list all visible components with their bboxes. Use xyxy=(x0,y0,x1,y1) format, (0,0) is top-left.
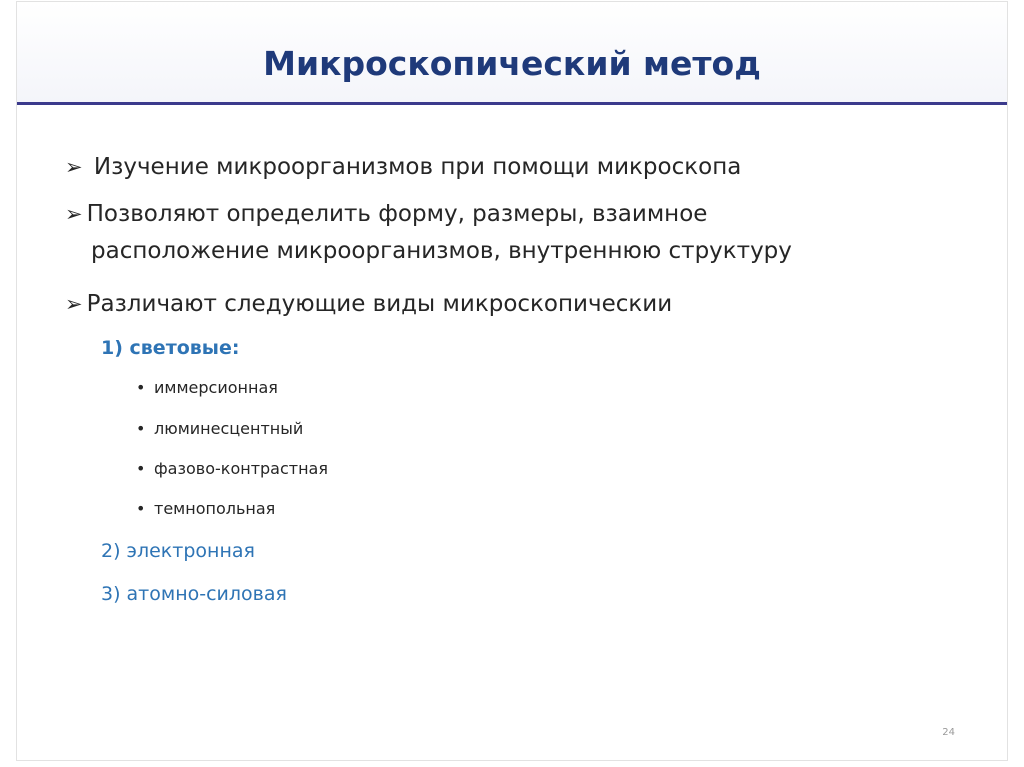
bullet-item xyxy=(65,150,741,184)
list-item-text: иммерсионная xyxy=(154,378,278,397)
arrow-bullet-icon: ➢ xyxy=(65,155,83,179)
numbered-item: 1) световые: xyxy=(101,337,240,359)
arrow-bullet-icon: ➢ xyxy=(65,202,83,226)
bullet-text: Изучение микроорганизмов при помощи микроскопа xyxy=(86,154,742,180)
dot-bullet-icon: • xyxy=(136,378,146,397)
bullet-text: Различают следующие виды микроскопическии xyxy=(86,291,673,317)
list-item-text: темнопольная xyxy=(154,499,276,518)
list-item xyxy=(136,378,278,397)
bullet-item xyxy=(65,287,672,321)
slide xyxy=(16,1,1008,761)
list-item-text: фазово-контрастная xyxy=(154,459,328,478)
bullet-text: Позволяют определить форму, размеры, взаимное xyxy=(86,201,708,227)
list-item xyxy=(136,419,303,438)
list-item xyxy=(136,459,328,478)
numbered-item: 2) электронная xyxy=(101,540,255,562)
dot-bullet-icon: • xyxy=(136,459,146,478)
slide-content xyxy=(17,2,1007,760)
numbered-item: 3) атомно-силовая xyxy=(101,583,287,605)
bullet-item xyxy=(65,197,707,231)
page-number: 24 xyxy=(942,727,955,738)
slide-title: Микроскопический метод xyxy=(263,44,761,83)
dot-bullet-icon: • xyxy=(136,419,146,438)
list-item-text: люминесцентный xyxy=(154,419,304,438)
list-item xyxy=(136,499,275,518)
dot-bullet-icon: • xyxy=(136,499,146,518)
arrow-bullet-icon: ➢ xyxy=(65,292,83,316)
bullet-text-continuation: расположение микроорганизмов, внутреннюю структуру xyxy=(91,238,792,264)
